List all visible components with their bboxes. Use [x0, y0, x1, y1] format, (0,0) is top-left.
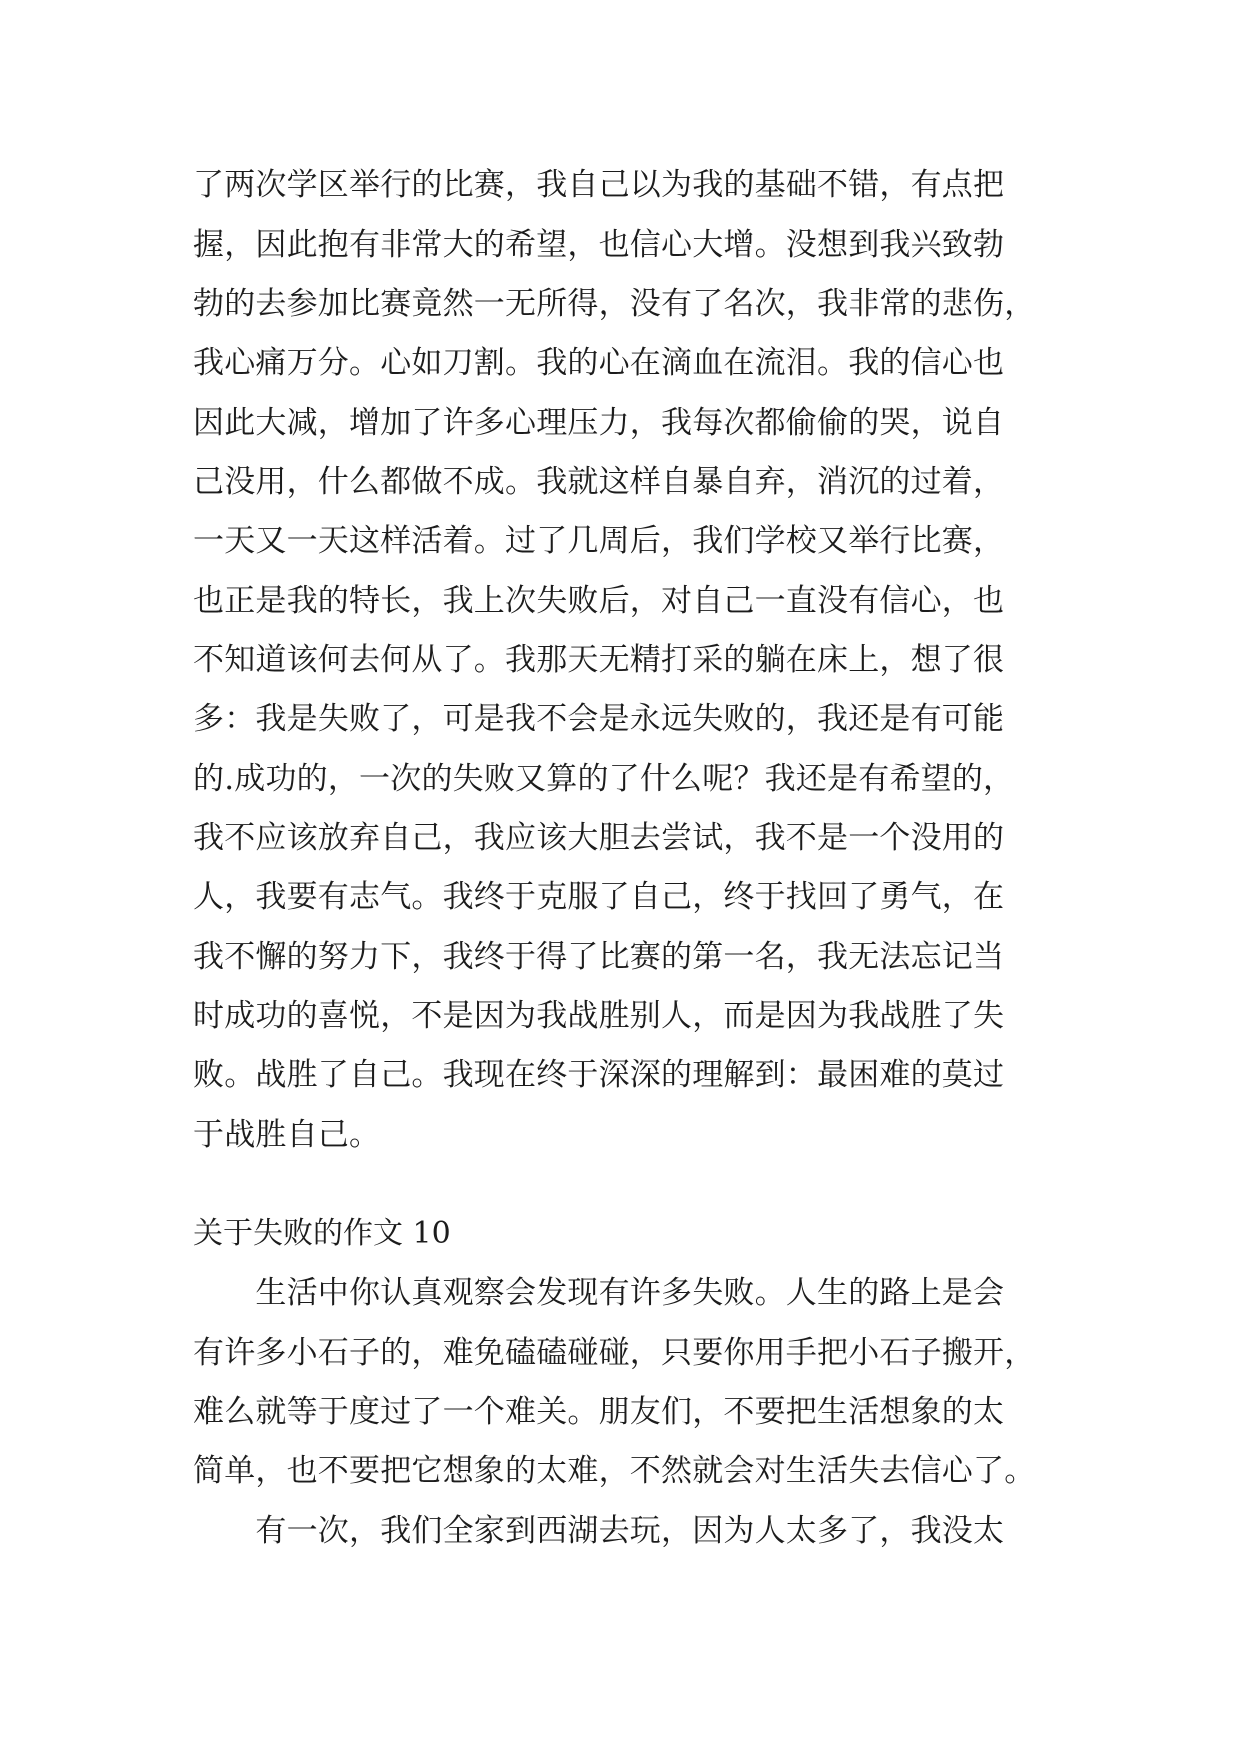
text-line: 简单，也不要把它想象的太难，不然就会对生活失去信心了。 — [193, 1453, 1036, 1489]
text-line: 握，因此抱有非常大的希望，也信心大增。没想到我兴致勃 — [193, 227, 1005, 263]
text-line: 己没用，什么都做不成。我就这样自暴自弃，消沉的过着， — [193, 464, 1005, 500]
text-line: 我心痛万分。心如刀割。我的心在滴血在流泪。我的信心也 — [193, 345, 1005, 381]
text-line: 不知道该何去何从了。我那天无精打采的躺在床上，想了很 — [193, 642, 1005, 678]
section-title: 关于失败的作文 10 — [193, 1216, 451, 1251]
text-line: 难么就等于度过了一个难关。朋友们，不要把生活想象的太 — [193, 1394, 1005, 1430]
text-line: 生活中你认真观察会发现有许多失败。人生的路上是会 — [193, 1275, 1005, 1311]
text-line: 的.成功的，一次的失败又算的了什么呢？我还是有希望的， — [193, 761, 1015, 797]
text-line: 有许多小石子的，难免磕磕碰碰，只要你用手把小石子搬开， — [193, 1335, 1036, 1371]
text-line: 有一次，我们全家到西湖去玩，因为人太多了，我没太 — [193, 1513, 1005, 1549]
text-line: 我不懈的努力下，我终于得了比赛的第一名，我无法忘记当 — [193, 939, 1005, 975]
text-line: 一天又一天这样活着。过了几周后，我们学校又举行比赛， — [193, 523, 1005, 559]
text-line: 了两次学区举行的比赛，我自己以为我的基础不错，有点把 — [193, 167, 1005, 203]
text-line: 因此大减，增加了许多心理压力，我每次都偷偷的哭，说自 — [193, 405, 1005, 441]
text-line: 于战胜自己。 — [193, 1117, 381, 1153]
text-line: 我不应该放弃自己，我应该大胆去尝试，我不是一个没用的 — [193, 820, 1005, 856]
text-line: 也正是我的特长，我上次失败后，对自己一直没有信心，也 — [193, 583, 1005, 619]
text-line: 多：我是失败了，可是我不会是永远失败的，我还是有可能 — [193, 701, 1005, 737]
text-line: 时成功的喜悦，不是因为我战胜别人，而是因为我战胜了失 — [193, 998, 1005, 1034]
text-line: 人，我要有志气。我终于克服了自己，终于找回了勇气，在 — [193, 879, 1005, 915]
text-line: 败。战胜了自己。我现在终于深深的理解到：最困难的莫过 — [193, 1057, 1005, 1093]
text-line: 勃的去参加比赛竟然一无所得，没有了名次，我非常的悲伤， — [193, 286, 1036, 322]
